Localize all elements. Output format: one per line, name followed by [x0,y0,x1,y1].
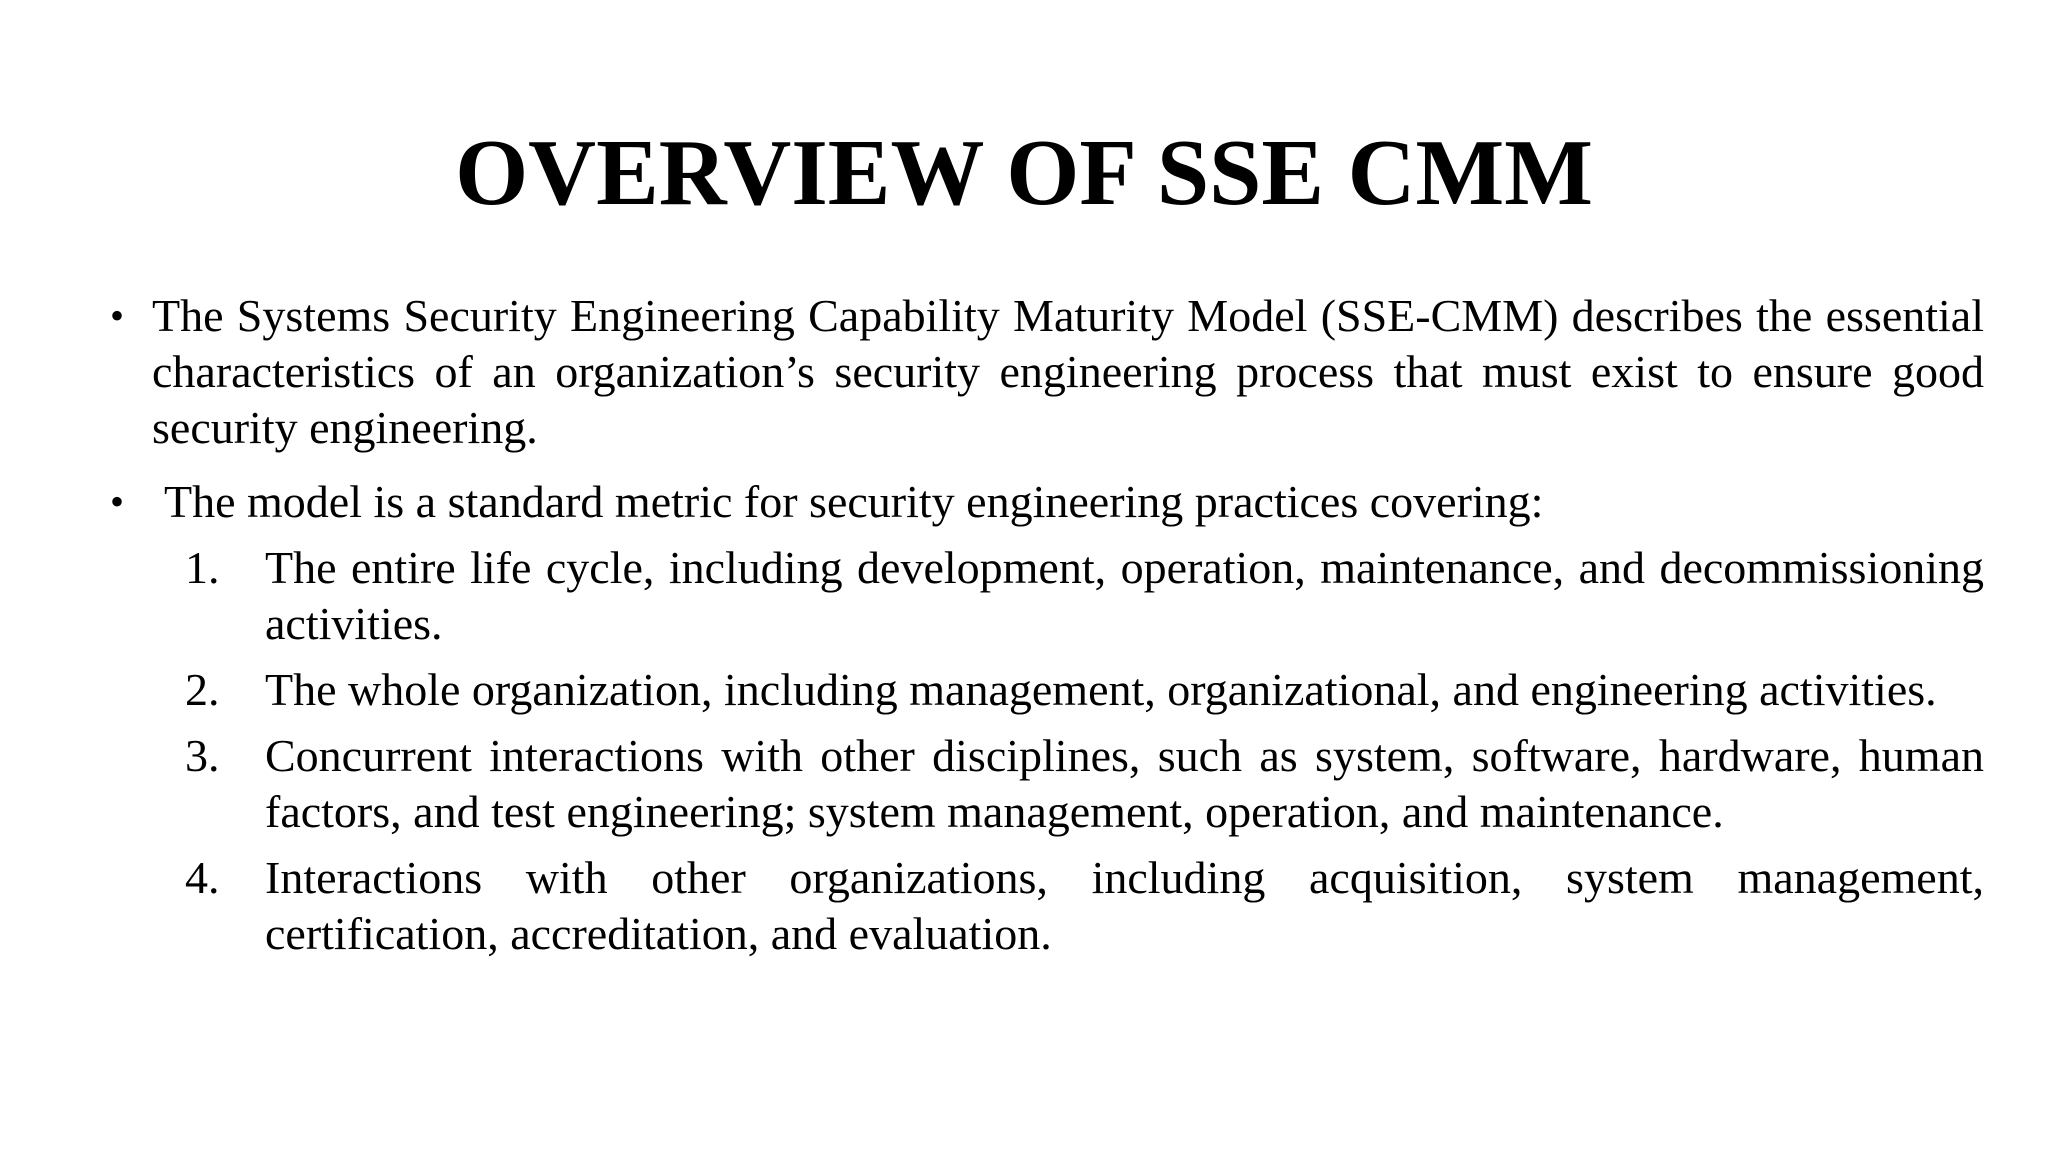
bullet-marker: • [110,293,125,338]
bullet-item [108,474,1984,530]
list-item [108,850,1984,962]
bullet-marker: • [110,479,125,524]
slide-title: OVERVIEW OF SSE CMM [455,121,1593,225]
list-item [108,728,1984,840]
list-number: 2. [185,664,220,715]
list-item-text: The whole organization, including management, organizational, and engineering activities. [265,664,1937,715]
list-item-text: Concurrent interactions with other disciplines, such as system, software, hardware, human factors, and test engineering; system management, operation, and maintenance. [265,730,1984,837]
bullet-text: The model is a standard metric for security engineering practices covering: [164,476,1544,527]
list-number: 4. [185,852,220,903]
list-item-text: Interactions with other organizations, including acquisition, system management, certification, accreditation, and evaluation. [265,852,1984,959]
bullet-item [108,288,1984,456]
list-item [108,662,1984,718]
list-item-text: The entire life cycle, including development, operation, maintenance, and decommissioning activities. [265,542,1984,649]
numbered-list [108,540,1984,962]
slide-body [108,288,1984,972]
list-number: 3. [185,730,220,781]
bullet-text: The Systems Security Engineering Capability Maturity Model (SSE-CMM) describes the essential characteristics of an organization’s security engineering process that must exist to ensure good security engineering. [152,290,1984,453]
list-item [108,540,1984,652]
list-number: 1. [185,542,220,593]
